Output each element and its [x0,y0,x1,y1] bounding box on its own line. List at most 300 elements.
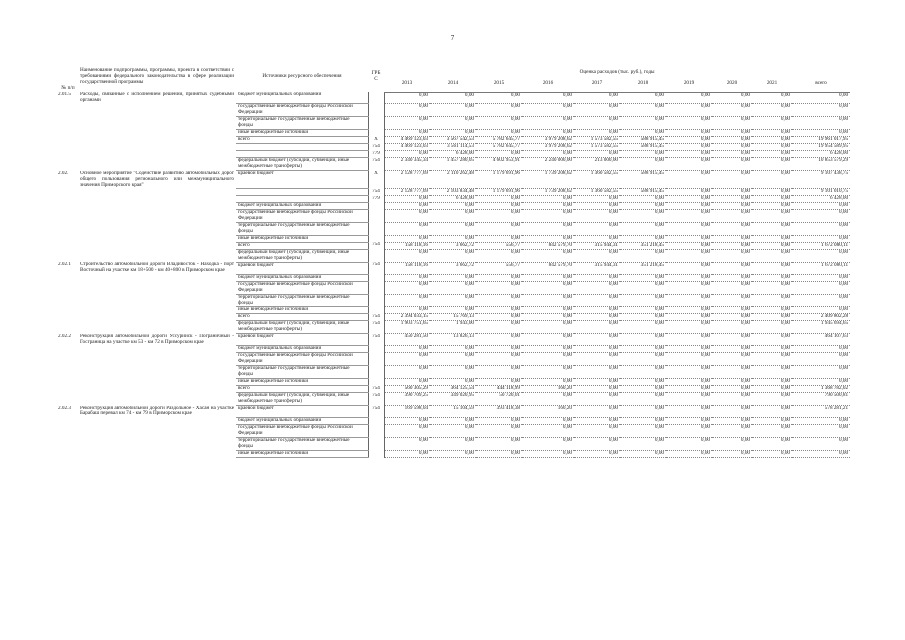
row-source: краевой бюджет [236,334,368,346]
value-cell: 842 579,70 [522,262,574,274]
value-cell: 0,00 [712,386,752,393]
value-cell: 0,00 [666,321,712,334]
value-cell: 0,00 [522,334,574,346]
row-id [58,307,78,314]
value-cell: 1 945 694,65 [792,321,850,334]
value-cell: 0,00 [712,158,752,171]
table-row [58,104,850,117]
value-cell: 0,00 [620,281,666,294]
value-cell: 0,00 [522,235,574,242]
value-cell: 0,00 [666,346,712,353]
table-row [58,202,850,209]
value-cell: 0,00 [384,274,430,281]
row-grbs [368,450,384,457]
table-row [58,189,850,196]
value-cell: 0,00 [712,294,752,307]
row-grbs [368,281,384,294]
row-id [58,424,78,437]
value-cell: 0,00 [620,379,666,386]
value-cell: 0,00 [430,366,476,379]
table-row [58,281,850,294]
row-grbs [368,307,384,314]
value-cell: 0,00 [752,242,792,249]
value-cell: 0,00 [752,281,792,294]
value-cell: 556,77 [476,242,522,249]
col-estimate-header: Оценка расходов (тыс. руб.), годы [579,69,655,76]
value-cell: 9 101 010,75 [792,189,850,196]
value-cell: 6 428,00 [430,151,476,158]
value-cell: 0,00 [712,202,752,209]
value-cell: 0,00 [712,92,752,104]
value-cell: 0,00 [620,130,666,137]
value-cell: 0,00 [384,294,430,307]
row-name [78,437,236,450]
value-cell: 0,00 [476,249,522,262]
header-row [58,62,850,76]
row-source: всего [236,242,368,249]
row-source: всего [236,137,368,144]
value-cell: 0,00 [430,437,476,450]
value-cell: 0,00 [522,437,574,450]
year-header: 2019 [666,76,712,92]
value-cell: 0,00 [574,366,620,379]
value-cell: 5 782 645,77 [476,137,522,144]
value-cell: 588 915,45 [620,189,666,196]
value-cell: 0,00 [752,209,792,222]
row-grbs: 754 [368,334,384,346]
value-cell: 0,00 [476,366,522,379]
value-cell: 0,00 [522,366,574,379]
value-cell: 0,00 [620,202,666,209]
row-grbs [368,249,384,262]
value-cell: 0,00 [712,222,752,235]
value-cell: 0,00 [792,307,850,314]
row-source: иные внебюджетные источники [236,307,368,314]
row-name: Основное мероприятие "Содействие развитию автомобильных дорог общего пользования регионального или межмуниципального значения Приморского края" [80,170,234,188]
value-cell: 0,00 [574,450,620,457]
row-id [58,151,78,158]
year-header: 2017 [574,76,620,92]
row-source: всего [236,386,368,393]
row-grbs [368,222,384,235]
value-cell: 0,00 [752,262,792,274]
value-cell: 0,00 [666,144,712,151]
value-cell: 0,00 [476,196,522,203]
value-cell: 0,00 [574,307,620,314]
value-cell: 0,00 [666,222,712,235]
row-source: иные внебюджетные источники [236,235,368,242]
row-source: федеральный бюджет (субсидии, субвенции, иные межбюджетные трансферты) [236,249,368,262]
row-name [78,222,236,235]
value-cell: 0,00 [666,151,712,158]
row-source: иные внебюджетные источники [236,379,368,386]
value-cell: 50 720,01 [476,393,522,406]
value-cell: 0,00 [476,209,522,222]
row-id [58,314,78,321]
value-cell: 0,00 [712,104,752,117]
value-cell: 0,00 [620,294,666,307]
value-cell: 1 179 691,96 [476,189,522,196]
value-cell: 0,00 [476,307,522,314]
value-cell: 0,00 [620,117,666,130]
value-cell: 0,00 [522,196,574,203]
value-cell: 5 782 645,77 [476,144,522,151]
value-cell: 0,00 [752,92,792,104]
value-cell: 0,00 [752,353,792,366]
row-grbs [368,274,384,281]
value-cell: 315 944,31 [574,262,620,274]
row-id [58,386,78,393]
table-row [58,393,850,406]
value-cell: 560 305,29 [384,386,430,393]
value-cell: 0,00 [384,235,430,242]
value-cell: 0,00 [712,417,752,424]
value-cell: 2 110 262,48 [430,171,476,189]
value-cell: 0,00 [384,450,430,457]
value-cell: 0,00 [666,450,712,457]
value-cell: 0,00 [792,294,850,307]
value-cell: 0,00 [792,209,850,222]
value-cell: 0,00 [752,366,792,379]
value-cell: 0,00 [666,307,712,314]
value-cell: 0,00 [666,262,712,274]
value-cell: 0,00 [476,202,522,209]
value-cell: 0,00 [666,104,712,117]
row-grbs: 779 [368,196,384,203]
row-grbs [368,346,384,353]
value-cell: 0,00 [430,104,476,117]
value-cell: 0,00 [574,321,620,334]
value-cell: 0,00 [476,92,522,104]
value-cell: 19 954 589,95 [792,144,850,151]
value-cell: 1 573 582,55 [574,144,620,151]
row-grbs [368,117,384,130]
value-cell: 0,00 [712,262,752,274]
value-cell: 0,00 [752,189,792,196]
table-row [58,366,850,379]
value-cell: 0,00 [476,450,522,457]
row-id: 2.02.1 [58,262,71,268]
value-cell: 0,00 [792,249,850,262]
row-name [78,117,236,130]
row-name [78,386,236,393]
value-cell: 158 118,16 [384,262,430,274]
value-cell: 0,00 [666,235,712,242]
year-header: 2018 [620,76,666,92]
value-cell: 3 662,72 [430,242,476,249]
row-source [236,144,368,151]
value-cell: 0,00 [430,379,476,386]
row-grbs [368,209,384,222]
value-cell: 0,00 [752,437,792,450]
row-id [58,235,78,242]
value-cell: 0,00 [712,379,752,386]
value-cell: 0,00 [792,281,850,294]
row-grbs [368,353,384,366]
table-row [58,334,850,346]
table-row [58,274,850,281]
row-grbs: 754 [368,189,384,196]
row-grbs: 754 [368,386,384,393]
value-cell: 0,00 [574,130,620,137]
value-cell: 0,00 [430,235,476,242]
row-source: бюджет муниципальных образований [236,274,368,281]
value-cell: 0,00 [620,158,666,171]
value-cell: 0,00 [384,117,430,130]
value-cell: 0,00 [752,158,792,171]
value-cell: 444 118,99 [476,386,522,393]
value-cell: 2 394 033,15 [384,314,430,321]
row-id [58,353,78,366]
row-grbs [368,437,384,450]
row-name [78,379,236,386]
table-row [58,92,850,104]
value-cell: 0,00 [430,274,476,281]
value-cell: 0,00 [384,307,430,314]
value-cell: 0,00 [666,242,712,249]
value-cell: 0,00 [574,117,620,130]
value-cell: 0,00 [476,314,522,321]
value-cell: 0,00 [574,406,620,418]
value-cell: 0,00 [752,171,792,189]
value-cell: 0,00 [430,249,476,262]
col-grbs-header: ГРБ С [371,70,381,82]
row-source: территориальные государственные внебюджетные фонды [236,437,368,450]
row-grbs: 754 [368,262,384,274]
value-cell: 0,00 [712,242,752,249]
value-cell: 0,00 [430,417,476,424]
value-cell: 0,00 [522,417,574,424]
value-cell: 0,00 [522,314,574,321]
value-cell: 0,00 [712,196,752,203]
value-cell: 0,00 [792,353,850,366]
year-header: всего [792,76,850,92]
value-cell: 0,00 [574,209,620,222]
row-name [78,294,236,307]
value-cell: 0,00 [574,424,620,437]
value-cell: 0,00 [574,196,620,203]
value-cell: 0,00 [430,92,476,104]
table-row [58,406,850,418]
value-cell: 0,00 [752,321,792,334]
row-name [78,321,236,334]
row-source: иные внебюджетные источники [236,450,368,457]
value-cell: 0,00 [666,249,712,262]
value-cell: 0,00 [430,281,476,294]
value-cell: 0,00 [384,222,430,235]
value-cell: 0,00 [792,92,850,104]
value-cell: 0,00 [430,450,476,457]
row-id [58,144,78,151]
value-cell: 4 602 953,91 [476,158,522,171]
value-cell: 0,00 [620,104,666,117]
value-cell: 842 579,70 [522,242,574,249]
value-cell: 0,00 [522,274,574,281]
row-source: территориальные государственные внебюджетные фонды [236,117,368,130]
value-cell: 2 103 834,48 [430,189,476,196]
value-cell: 0,00 [620,450,666,457]
value-cell: 0,00 [574,353,620,366]
value-cell: 158 118,16 [384,242,430,249]
value-cell: 0,00 [476,151,522,158]
row-name [78,450,236,457]
value-cell: 2 409 802,28 [792,314,850,321]
value-cell: 1 573 582,55 [574,137,620,144]
value-cell: 0,00 [430,117,476,130]
value-cell: 0,00 [752,144,792,151]
value-cell: 3 567 542,53 [430,137,476,144]
value-cell: 0,00 [752,196,792,203]
row-grbs: 779 [368,151,384,158]
row-name [78,393,236,406]
row-grbs: Х [368,171,384,189]
value-cell: 6 428,00 [792,151,850,158]
value-cell: 0,00 [792,379,850,386]
value-cell: 0,00 [792,235,850,242]
value-cell: 0,00 [476,417,522,424]
row-name [78,274,236,281]
value-cell: 588 915,45 [620,171,666,189]
value-cell: 351 218,45 [620,262,666,274]
table-row [58,151,850,158]
value-cell: 0,00 [476,346,522,353]
value-cell: 0,00 [476,437,522,450]
value-cell: 2 340 345,34 [384,158,430,171]
row-id [58,117,78,130]
row-grbs: Х [368,137,384,144]
value-cell: 390 709,25 [384,393,430,406]
row-name [78,242,236,249]
year-header: 2020 [712,76,752,92]
value-cell: 160,20 [522,406,574,418]
row-source: федеральный бюджет (субсидии, субвенции, иные межбюджетные трансферты) [236,321,368,334]
value-cell: 1 179 691,96 [476,171,522,189]
value-cell: 0,00 [666,92,712,104]
value-cell: 0,00 [712,366,752,379]
table-row [58,294,850,307]
value-cell: 0,00 [666,437,712,450]
value-cell: 351 218,45 [620,242,666,249]
row-id [58,202,78,209]
value-cell: 0,00 [522,209,574,222]
value-cell: 0,00 [712,307,752,314]
value-cell: 213 000,00 [574,158,620,171]
value-cell: 0,00 [476,104,522,117]
value-cell: 0,00 [620,314,666,321]
value-cell: 4 469 123,03 [384,144,430,151]
value-cell: 0,00 [620,249,666,262]
row-source: государственные внебюджетные фонды Российской Федерации [236,281,368,294]
row-source: территориальные государственные внебюджетные фонды [236,294,368,307]
value-cell: 0,00 [752,406,792,418]
value-cell: 0,00 [712,235,752,242]
value-cell: 1 368 782,02 [792,386,850,393]
value-cell: 0,00 [384,437,430,450]
value-cell: 0,00 [430,130,476,137]
row-id: 2.02. [58,170,69,176]
value-cell: 0,00 [712,424,752,437]
value-cell: 0,00 [752,235,792,242]
value-cell: 0,00 [712,353,752,366]
row-id: 2.02.2 [58,333,71,339]
row-source: государственные внебюджетные фонды Российской Федерации [236,424,368,437]
value-cell: 0,00 [522,321,574,334]
value-cell: 0,00 [522,294,574,307]
value-cell: 464 107,63 [792,334,850,346]
value-cell: 1 739 208,62 [522,189,574,196]
value-cell: 364 125,54 [430,386,476,393]
value-cell: 0,00 [712,393,752,406]
value-cell: 3 561 114,53 [430,144,476,151]
value-cell: 0,00 [522,130,574,137]
value-cell: 0,00 [574,235,620,242]
value-cell: 0,00 [666,334,712,346]
value-cell: 0,00 [752,424,792,437]
value-cell: 0,00 [476,222,522,235]
value-cell: 0,00 [666,314,712,321]
table-row [58,158,850,171]
row-id [58,137,78,144]
value-cell: 0,00 [666,417,712,424]
value-cell: 0,00 [574,334,620,346]
value-cell: 0,00 [522,393,574,406]
value-cell: 0,00 [522,424,574,437]
row-source: государственные внебюджетные фонды Российской Федерации [236,209,368,222]
row-name [78,307,236,314]
value-cell: 2 240 000,00 [522,158,574,171]
value-cell: 0,00 [752,104,792,117]
value-cell: 0,00 [792,417,850,424]
value-cell: 0,00 [712,406,752,418]
row-id [58,366,78,379]
table-row [58,222,850,235]
value-cell: 0,00 [666,209,712,222]
row-source: краевой бюджет [236,406,368,418]
value-cell: 0,00 [752,249,792,262]
value-cell: 1 672 080,11 [792,262,850,274]
table-row [58,314,850,321]
year-header: 2021 [752,76,792,92]
row-source: иные внебюджетные источники [236,130,368,137]
value-cell: 0,00 [574,104,620,117]
row-source: всего [236,314,368,321]
value-cell: 1 457 280,05 [430,158,476,171]
value-cell: 0,00 [620,92,666,104]
value-cell: 578 281,21 [792,406,850,418]
value-cell: 0,00 [712,274,752,281]
value-cell: 0,00 [752,294,792,307]
value-cell: 3 662,72 [430,262,476,274]
row-grbs: 754 [368,144,384,151]
value-cell: 0,00 [666,393,712,406]
value-cell: 0,00 [666,189,712,196]
value-cell: 0,00 [620,222,666,235]
value-cell: 0,00 [620,424,666,437]
table-row [58,437,850,450]
value-cell: 0,00 [752,151,792,158]
row-id [58,196,78,203]
value-cell: 0,00 [384,379,430,386]
value-cell: 0,00 [752,346,792,353]
value-cell: 0,00 [712,171,752,189]
value-cell: 0,00 [522,307,574,314]
value-cell: 0,00 [522,249,574,262]
row-source: краевой бюджет [236,262,368,274]
table-row [58,417,850,424]
value-cell: 0,00 [574,222,620,235]
value-cell: 0,00 [712,281,752,294]
row-source: федеральный бюджет (субсидии, субвенции, иные межбюджетные трансферты) [236,158,368,171]
